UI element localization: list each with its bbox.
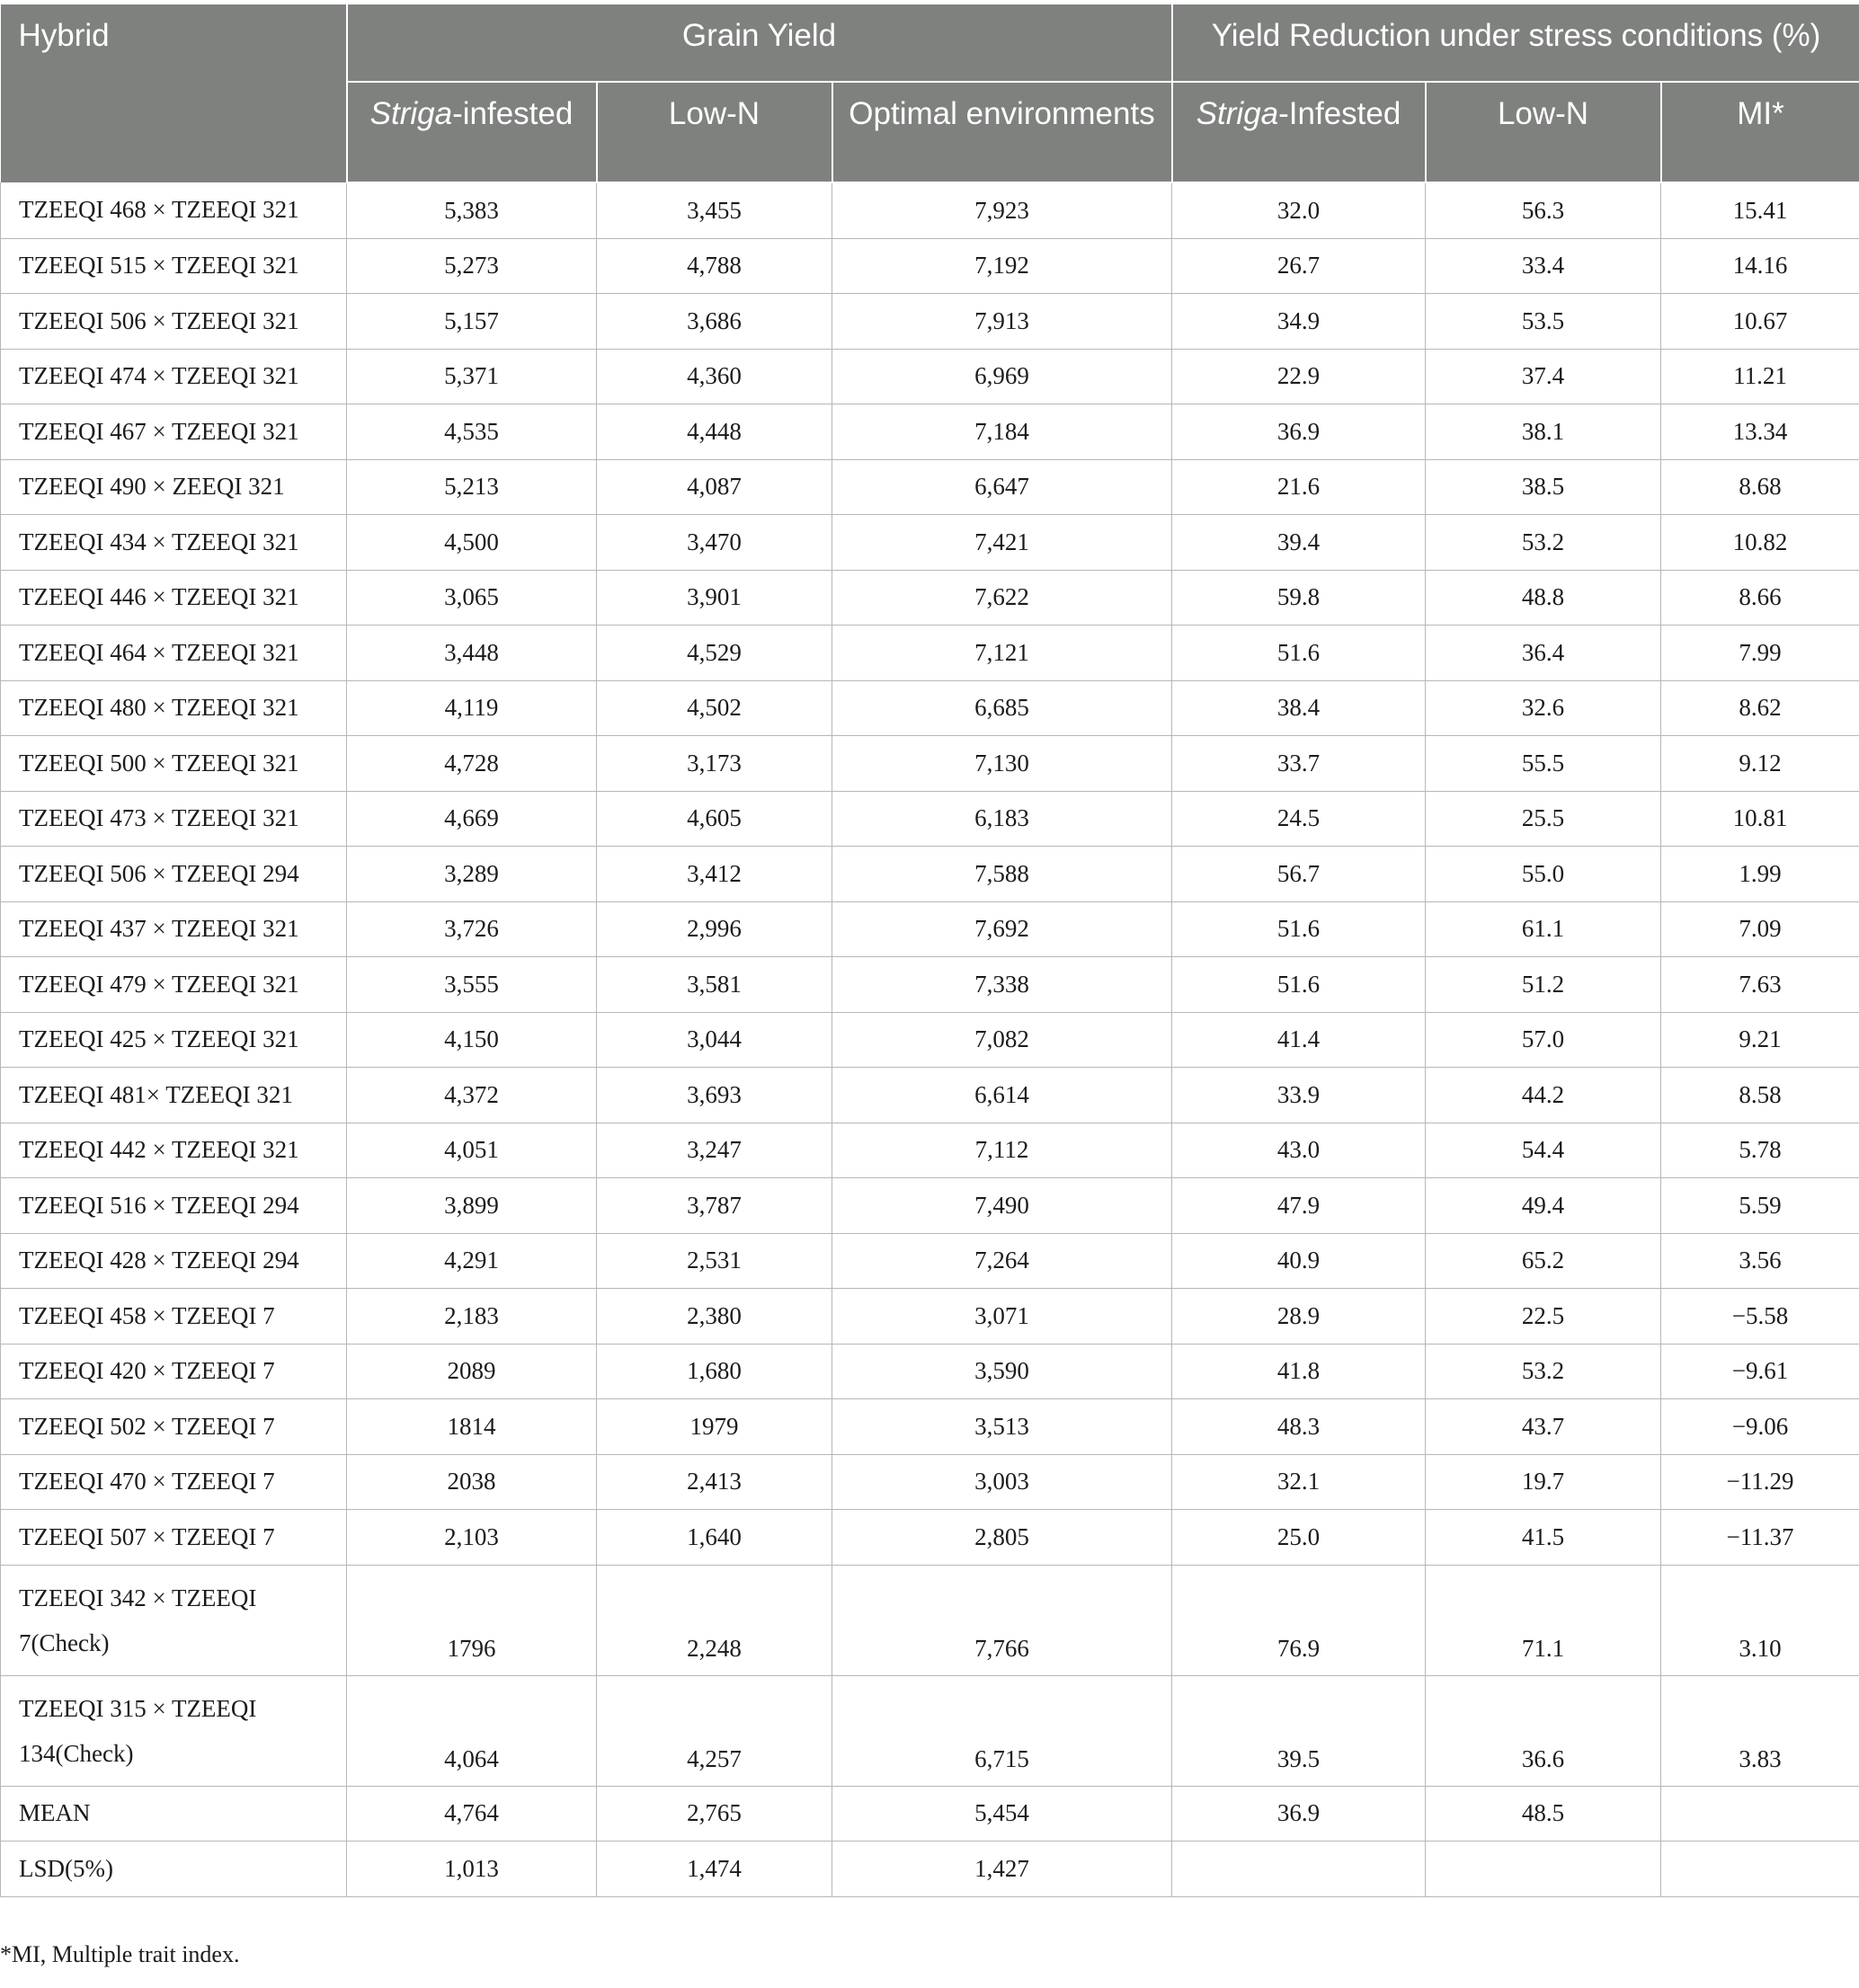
- cell-mi: 5.78: [1661, 1123, 1859, 1178]
- table-row: [1, 570, 1859, 626]
- cell-lown-yield: 1,640: [597, 1510, 832, 1566]
- cell-reduction-lown: 32.6: [1426, 680, 1661, 736]
- cell-reduction-striga: 43.0: [1172, 1123, 1426, 1178]
- cell-reduction-lown: 71.1: [1426, 1565, 1661, 1675]
- cell-hybrid: TZEEQI 458 × TZEEQI 7: [1, 1289, 347, 1345]
- cell-reduction-striga: 59.8: [1172, 570, 1426, 626]
- cell-reduction-lown: 57.0: [1426, 1012, 1661, 1068]
- cell-reduction-lown: 54.4: [1426, 1123, 1661, 1178]
- cell-reduction-striga: 39.5: [1172, 1675, 1426, 1786]
- header-yield-reduction: Yield Reduction under stress conditions (%): [1172, 4, 1859, 82]
- cell-striga-yield: 3,289: [347, 847, 597, 902]
- cell-optimal-yield: 2,805: [832, 1510, 1172, 1566]
- cell-optimal-yield: 7,184: [832, 404, 1172, 460]
- cell-lown-yield: 3,044: [597, 1012, 832, 1068]
- table-header: [1, 4, 1859, 182]
- cell-optimal-yield: 7,622: [832, 570, 1172, 626]
- cell-lown-yield: 2,996: [597, 901, 832, 957]
- table-row: [1, 1344, 1859, 1399]
- cell-optimal-yield: 6,685: [832, 680, 1172, 736]
- header-grain-yield: Grain Yield: [347, 4, 1172, 82]
- table-row: [1, 1786, 1859, 1842]
- cell-hybrid: TZEEQI 467 × TZEEQI 321: [1, 404, 347, 460]
- cell-mi: 13.34: [1661, 404, 1859, 460]
- cell-hybrid: MEAN: [1, 1786, 347, 1842]
- cell-lown-yield: 3,581: [597, 957, 832, 1013]
- cell-hybrid: TZEEQI 468 × TZEEQI 321: [1, 182, 347, 238]
- cell-reduction-striga: 24.5: [1172, 791, 1426, 847]
- cell-mi: 7.63: [1661, 957, 1859, 1013]
- cell-hybrid: TZEEQI 434 × TZEEQI 321: [1, 515, 347, 571]
- cell-reduction-lown: 48.8: [1426, 570, 1661, 626]
- cell-reduction-striga: 26.7: [1172, 238, 1426, 294]
- cell-mi: 10.82: [1661, 515, 1859, 571]
- cell-hybrid: [1, 1565, 347, 1675]
- cell-mi: 9.21: [1661, 1012, 1859, 1068]
- cell-optimal-yield: 3,513: [832, 1399, 1172, 1455]
- table-row: [1, 1068, 1859, 1123]
- cell-hybrid: TZEEQI 516 × TZEEQI 294: [1, 1178, 347, 1234]
- cell-hybrid: TZEEQI 464 × TZEEQI 321: [1, 626, 347, 681]
- cell-lown-yield: 3,455: [597, 182, 832, 238]
- cell-reduction-lown: 53.2: [1426, 515, 1661, 571]
- cell-mi: 3.83: [1661, 1675, 1859, 1786]
- cell-reduction-striga: 36.9: [1172, 1786, 1426, 1842]
- cell-optimal-yield: 7,588: [832, 847, 1172, 902]
- cell-striga-yield: 5,157: [347, 294, 597, 350]
- cell-hybrid: TZEEQI 500 × TZEEQI 321: [1, 736, 347, 792]
- check-row: [1, 1565, 1859, 1675]
- cell-striga-yield: 2038: [347, 1454, 597, 1510]
- table-row: [1, 1399, 1859, 1455]
- table-body: [1, 182, 1859, 1896]
- cell-hybrid: TZEEQI 479 × TZEEQI 321: [1, 957, 347, 1013]
- cell-striga-yield: 1814: [347, 1399, 597, 1455]
- cell-reduction-striga: 41.4: [1172, 1012, 1426, 1068]
- cell-reduction-striga: 33.7: [1172, 736, 1426, 792]
- table-row: [1, 1012, 1859, 1068]
- cell-lown-yield: 1,474: [597, 1842, 832, 1897]
- cell-optimal-yield: 6,715: [832, 1675, 1172, 1786]
- cell-optimal-yield: 7,338: [832, 957, 1172, 1013]
- cell-reduction-striga: 34.9: [1172, 294, 1426, 350]
- cell-optimal-yield: 7,082: [832, 1012, 1172, 1068]
- cell-lown-yield: 3,412: [597, 847, 832, 902]
- cell-striga-yield: 3,065: [347, 570, 597, 626]
- table-row: [1, 1123, 1859, 1178]
- cell-hybrid: TZEEQI 425 × TZEEQI 321: [1, 1012, 347, 1068]
- cell-reduction-striga: 32.0: [1172, 182, 1426, 238]
- cell-lown-yield: 4,448: [597, 404, 832, 460]
- cell-reduction-lown: 38.1: [1426, 404, 1661, 460]
- cell-lown-yield: 4,605: [597, 791, 832, 847]
- cell-optimal-yield: 7,692: [832, 901, 1172, 957]
- cell-striga-yield: 5,213: [347, 459, 597, 515]
- cell-reduction-lown: 37.4: [1426, 349, 1661, 404]
- cell-hybrid: TZEEQI 507 × TZEEQI 7: [1, 1510, 347, 1566]
- cell-reduction-lown: 36.4: [1426, 626, 1661, 681]
- cell-reduction-striga: 33.9: [1172, 1068, 1426, 1123]
- table-row: [1, 1510, 1859, 1566]
- cell-hybrid: LSD(5%): [1, 1842, 347, 1897]
- striga-suffix: -infested: [452, 96, 574, 131]
- cell-hybrid: TZEEQI 428 × TZEEQI 294: [1, 1233, 347, 1289]
- cell-lown-yield: 3,693: [597, 1068, 832, 1123]
- hybrid-line-2: 7(Check): [19, 1629, 110, 1656]
- cell-reduction-lown: 56.3: [1426, 182, 1661, 238]
- striga-italic: Striga: [369, 96, 453, 131]
- cell-reduction-lown: 48.5: [1426, 1786, 1661, 1842]
- cell-reduction-lown: 49.4: [1426, 1178, 1661, 1234]
- cell-mi: 8.62: [1661, 680, 1859, 736]
- table-row: [1, 1178, 1859, 1234]
- table-row: [1, 736, 1859, 792]
- cell-reduction-lown: 44.2: [1426, 1068, 1661, 1123]
- cell-optimal-yield: 6,647: [832, 459, 1172, 515]
- cell-striga-yield: 4,051: [347, 1123, 597, 1178]
- cell-lown-yield: 4,087: [597, 459, 832, 515]
- cell-reduction-lown: 19.7: [1426, 1454, 1661, 1510]
- header-low-n: Low-N: [597, 82, 832, 182]
- cell-striga-yield: 4,669: [347, 791, 597, 847]
- cell-optimal-yield: 7,121: [832, 626, 1172, 681]
- cell-reduction-lown: 22.5: [1426, 1289, 1661, 1345]
- cell-lown-yield: 4,257: [597, 1675, 832, 1786]
- cell-hybrid: TZEEQI 470 × TZEEQI 7: [1, 1454, 347, 1510]
- cell-optimal-yield: 7,264: [832, 1233, 1172, 1289]
- table-row: [1, 957, 1859, 1013]
- cell-lown-yield: 4,529: [597, 626, 832, 681]
- cell-optimal-yield: 7,766: [832, 1565, 1172, 1675]
- cell-striga-yield: 1,013: [347, 1842, 597, 1897]
- cell-mi: 1.99: [1661, 847, 1859, 902]
- table-row: [1, 901, 1859, 957]
- cell-lown-yield: 1979: [597, 1399, 832, 1455]
- header-striga-infested: [347, 82, 597, 182]
- cell-reduction-striga: 56.7: [1172, 847, 1426, 902]
- cell-reduction-striga: 28.9: [1172, 1289, 1426, 1345]
- cell-striga-yield: 3,726: [347, 901, 597, 957]
- hybrid-line-1: TZEEQI 342 × TZEEQI: [19, 1584, 257, 1611]
- cell-optimal-yield: 7,923: [832, 182, 1172, 238]
- cell-reduction-lown: 55.0: [1426, 847, 1661, 902]
- cell-lown-yield: 3,686: [597, 294, 832, 350]
- cell-hybrid: TZEEQI 474 × TZEEQI 321: [1, 349, 347, 404]
- cell-striga-yield: 3,555: [347, 957, 597, 1013]
- cell-hybrid: TZEEQI 502 × TZEEQI 7: [1, 1399, 347, 1455]
- cell-lown-yield: 3,173: [597, 736, 832, 792]
- table-row: [1, 847, 1859, 902]
- cell-reduction-lown: 41.5: [1426, 1510, 1661, 1566]
- cell-mi: 11.21: [1661, 349, 1859, 404]
- cell-hybrid: TZEEQI 420 × TZEEQI 7: [1, 1344, 347, 1399]
- cell-striga-yield: 4,535: [347, 404, 597, 460]
- cell-lown-yield: 3,787: [597, 1178, 832, 1234]
- cell-reduction-striga: 25.0: [1172, 1510, 1426, 1566]
- cell-mi: −11.37: [1661, 1510, 1859, 1566]
- cell-striga-yield: 2089: [347, 1344, 597, 1399]
- header-hybrid: Hybrid: [1, 4, 347, 182]
- table-row: [1, 238, 1859, 294]
- cell-reduction-lown: 55.5: [1426, 736, 1661, 792]
- cell-lown-yield: 2,531: [597, 1233, 832, 1289]
- cell-reduction-striga: 22.9: [1172, 349, 1426, 404]
- cell-optimal-yield: 7,192: [832, 238, 1172, 294]
- cell-striga-yield: 5,383: [347, 182, 597, 238]
- cell-striga-yield: 4,764: [347, 1786, 597, 1842]
- table-row: [1, 1233, 1859, 1289]
- cell-reduction-lown: 33.4: [1426, 238, 1661, 294]
- cell-lown-yield: 2,248: [597, 1565, 832, 1675]
- striga-italic: Striga: [1196, 96, 1279, 131]
- table-row: [1, 515, 1859, 571]
- cell-lown-yield: 4,788: [597, 238, 832, 294]
- cell-reduction-striga: 39.4: [1172, 515, 1426, 571]
- cell-hybrid: TZEEQI 490 × ZEEQI 321: [1, 459, 347, 515]
- footnote: *MI, Multiple trait index.: [0, 1941, 240, 1967]
- striga-suffix: -Infested: [1278, 96, 1401, 131]
- cell-reduction-striga: 38.4: [1172, 680, 1426, 736]
- cell-mi: −5.58: [1661, 1289, 1859, 1345]
- table-row: [1, 680, 1859, 736]
- cell-reduction-lown: [1426, 1842, 1661, 1897]
- cell-striga-yield: 3,448: [347, 626, 597, 681]
- cell-hybrid: TZEEQI 437 × TZEEQI 321: [1, 901, 347, 957]
- hybrid-line-1: TZEEQI 315 × TZEEQI: [19, 1694, 257, 1722]
- cell-striga-yield: 4,372: [347, 1068, 597, 1123]
- cell-optimal-yield: 7,130: [832, 736, 1172, 792]
- cell-mi: 10.67: [1661, 294, 1859, 350]
- cell-striga-yield: 4,291: [347, 1233, 597, 1289]
- cell-reduction-striga: 51.6: [1172, 901, 1426, 957]
- cell-reduction-lown: 53.5: [1426, 294, 1661, 350]
- cell-mi: −9.61: [1661, 1344, 1859, 1399]
- cell-striga-yield: 4,150: [347, 1012, 597, 1068]
- cell-mi: −9.06: [1661, 1399, 1859, 1455]
- cell-reduction-striga: 21.6: [1172, 459, 1426, 515]
- cell-lown-yield: 3,247: [597, 1123, 832, 1178]
- cell-lown-yield: 3,470: [597, 515, 832, 571]
- cell-lown-yield: 4,502: [597, 680, 832, 736]
- cell-optimal-yield: 5,454: [832, 1786, 1172, 1842]
- cell-lown-yield: 3,901: [597, 570, 832, 626]
- cell-optimal-yield: 7,490: [832, 1178, 1172, 1234]
- cell-optimal-yield: 7,421: [832, 515, 1172, 571]
- cell-striga-yield: 2,103: [347, 1510, 597, 1566]
- cell-reduction-lown: 65.2: [1426, 1233, 1661, 1289]
- cell-hybrid: TZEEQI 480 × TZEEQI 321: [1, 680, 347, 736]
- cell-striga-yield: 5,371: [347, 349, 597, 404]
- cell-reduction-striga: 36.9: [1172, 404, 1426, 460]
- table-row: [1, 182, 1859, 238]
- cell-hybrid: TZEEQI 506 × TZEEQI 294: [1, 847, 347, 902]
- cell-lown-yield: 2,413: [597, 1454, 832, 1510]
- cell-hybrid: TZEEQI 481× TZEEQI 321: [1, 1068, 347, 1123]
- cell-reduction-lown: 38.5: [1426, 459, 1661, 515]
- header-reduction-low-n: Low-N: [1426, 82, 1661, 182]
- cell-reduction-lown: 61.1: [1426, 901, 1661, 957]
- cell-mi: 15.41: [1661, 182, 1859, 238]
- cell-lown-yield: 4,360: [597, 349, 832, 404]
- cell-reduction-striga: 47.9: [1172, 1178, 1426, 1234]
- cell-striga-yield: 4,728: [347, 736, 597, 792]
- cell-mi: [1661, 1842, 1859, 1897]
- header-reduction-striga: [1172, 82, 1426, 182]
- cell-optimal-yield: 6,183: [832, 791, 1172, 847]
- cell-mi: 9.12: [1661, 736, 1859, 792]
- table-row: [1, 404, 1859, 460]
- cell-mi: 7.09: [1661, 901, 1859, 957]
- table-row: [1, 1454, 1859, 1510]
- cell-optimal-yield: 6,614: [832, 1068, 1172, 1123]
- cell-mi: 5.59: [1661, 1178, 1859, 1234]
- table-row: [1, 349, 1859, 404]
- header-optimal: Optimal environments: [832, 82, 1172, 182]
- cell-mi: 3.10: [1661, 1565, 1859, 1675]
- cell-hybrid: TZEEQI 515 × TZEEQI 321: [1, 238, 347, 294]
- cell-mi: 7.99: [1661, 626, 1859, 681]
- cell-lown-yield: 2,380: [597, 1289, 832, 1345]
- cell-reduction-striga: [1172, 1842, 1426, 1897]
- cell-mi: 14.16: [1661, 238, 1859, 294]
- cell-reduction-striga: 76.9: [1172, 1565, 1426, 1675]
- cell-hybrid: TZEEQI 446 × TZEEQI 321: [1, 570, 347, 626]
- cell-optimal-yield: 1,427: [832, 1842, 1172, 1897]
- cell-reduction-lown: 53.2: [1426, 1344, 1661, 1399]
- cell-striga-yield: 4,064: [347, 1675, 597, 1786]
- cell-hybrid: [1, 1675, 347, 1786]
- cell-mi: 8.68: [1661, 459, 1859, 515]
- cell-reduction-striga: 32.1: [1172, 1454, 1426, 1510]
- table-row: [1, 626, 1859, 681]
- cell-mi: 3.56: [1661, 1233, 1859, 1289]
- cell-optimal-yield: 7,913: [832, 294, 1172, 350]
- cell-reduction-striga: 48.3: [1172, 1399, 1426, 1455]
- check-row: [1, 1675, 1859, 1786]
- cell-striga-yield: 3,899: [347, 1178, 597, 1234]
- cell-reduction-lown: 43.7: [1426, 1399, 1661, 1455]
- cell-striga-yield: 4,119: [347, 680, 597, 736]
- cell-mi: [1661, 1786, 1859, 1842]
- cell-optimal-yield: 3,590: [832, 1344, 1172, 1399]
- cell-striga-yield: 1796: [347, 1565, 597, 1675]
- cell-optimal-yield: 6,969: [832, 349, 1172, 404]
- table-container: [0, 4, 1859, 1897]
- cell-optimal-yield: 3,071: [832, 1289, 1172, 1345]
- table-row: [1, 294, 1859, 350]
- cell-mi: 8.58: [1661, 1068, 1859, 1123]
- cell-hybrid: TZEEQI 473 × TZEEQI 321: [1, 791, 347, 847]
- hybrid-line-2: 134(Check): [19, 1739, 134, 1767]
- yield-table: [0, 4, 1859, 1897]
- cell-reduction-striga: 40.9: [1172, 1233, 1426, 1289]
- table-row: [1, 459, 1859, 515]
- cell-optimal-yield: 7,112: [832, 1123, 1172, 1178]
- cell-reduction-striga: 51.6: [1172, 626, 1426, 681]
- cell-striga-yield: 5,273: [347, 238, 597, 294]
- cell-reduction-striga: 51.6: [1172, 957, 1426, 1013]
- table-row: [1, 1842, 1859, 1897]
- cell-mi: 8.66: [1661, 570, 1859, 626]
- cell-reduction-lown: 51.2: [1426, 957, 1661, 1013]
- cell-reduction-lown: 36.6: [1426, 1675, 1661, 1786]
- cell-mi: 10.81: [1661, 791, 1859, 847]
- table-row: [1, 1289, 1859, 1345]
- cell-hybrid: TZEEQI 442 × TZEEQI 321: [1, 1123, 347, 1178]
- cell-optimal-yield: 3,003: [832, 1454, 1172, 1510]
- cell-reduction-striga: 41.8: [1172, 1344, 1426, 1399]
- cell-hybrid: TZEEQI 506 × TZEEQI 321: [1, 294, 347, 350]
- header-mi: MI*: [1661, 82, 1859, 182]
- cell-lown-yield: 2,765: [597, 1786, 832, 1842]
- cell-mi: −11.29: [1661, 1454, 1859, 1510]
- cell-striga-yield: 2,183: [347, 1289, 597, 1345]
- table-row: [1, 791, 1859, 847]
- cell-striga-yield: 4,500: [347, 515, 597, 571]
- cell-lown-yield: 1,680: [597, 1344, 832, 1399]
- cell-reduction-lown: 25.5: [1426, 791, 1661, 847]
